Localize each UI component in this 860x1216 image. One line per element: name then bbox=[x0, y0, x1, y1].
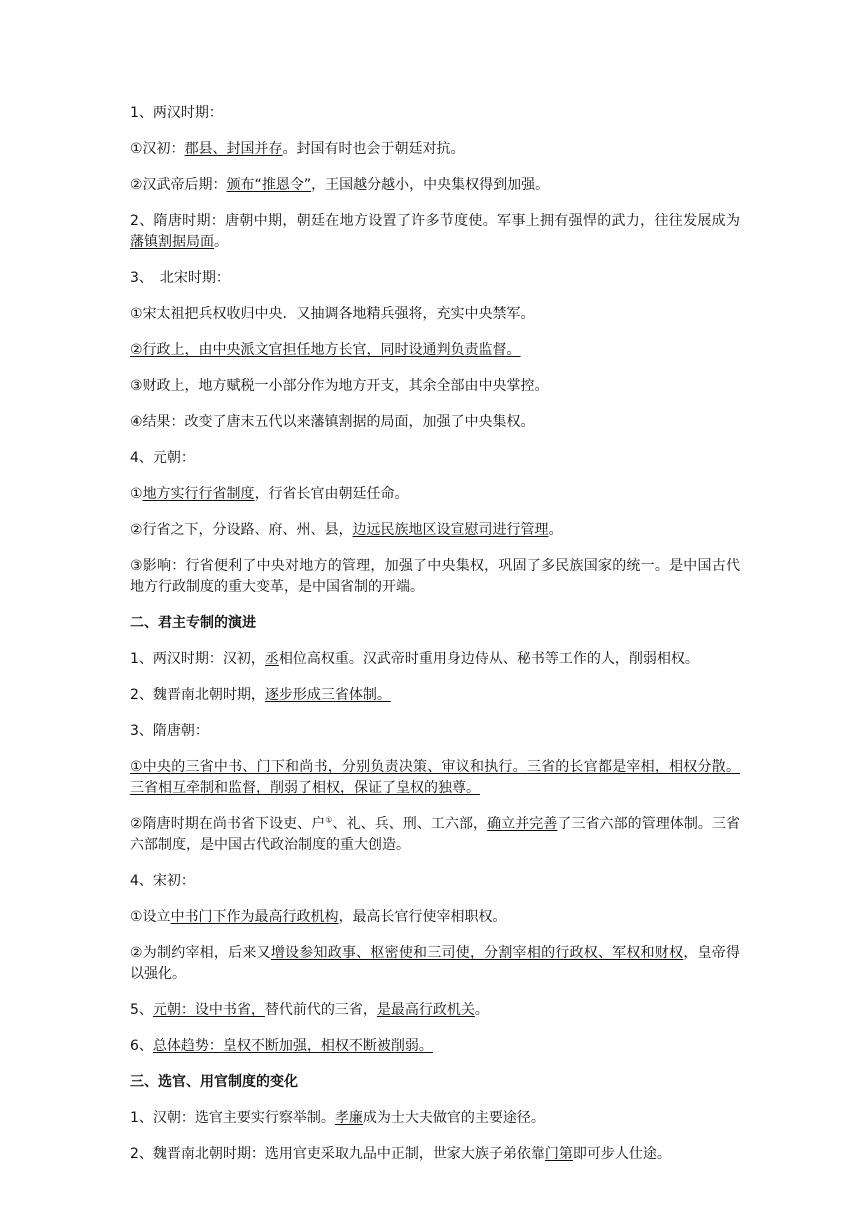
text-run: ②为制约宰相，后来又 bbox=[130, 945, 271, 961]
underlined-text: 边远民族地区设宣慰司进行管理 bbox=[352, 522, 549, 538]
text-run: 1、两汉时期：汉初， bbox=[130, 651, 265, 667]
text-run: ，最高长官行使宰相职权。 bbox=[338, 909, 507, 925]
footnote-marker: ① bbox=[325, 815, 333, 825]
underlined-text: 逐步形成三省体制。 bbox=[264, 687, 391, 703]
text-run: 。 bbox=[474, 1002, 489, 1018]
underlined-text: 元朝：设中书省， bbox=[152, 1002, 265, 1018]
text-run: 即可步人仕途。 bbox=[572, 1146, 671, 1162]
text-run: ③财政上，地方赋税一小部分作为地方开支，其余全部由中央掌控。 bbox=[130, 378, 549, 394]
text-run: ②行省之下，分设路、府、州、县， bbox=[130, 522, 353, 538]
text-paragraph bbox=[130, 268, 740, 289]
text-run: ②汉武帝后期： bbox=[130, 177, 227, 193]
text-paragraph bbox=[130, 1144, 740, 1165]
text-paragraph bbox=[130, 211, 740, 253]
text-run: 2、魏晋南北朝时期， bbox=[130, 687, 265, 703]
text-run: ① bbox=[130, 486, 143, 502]
text-run: 6、 bbox=[130, 1038, 153, 1054]
text-run: ①汉初： bbox=[130, 141, 185, 157]
underlined-text: 藩镇割据局面 bbox=[130, 234, 214, 250]
text-paragraph bbox=[130, 556, 740, 598]
text-paragraph bbox=[130, 1036, 740, 1057]
underlined-text: 总体趋势：皇权不断加强，相权不断被削弱。 bbox=[152, 1038, 433, 1054]
text-paragraph bbox=[130, 814, 740, 856]
text-run: ③影响：行省便利了中央对地方的管理，加强了中央集权，巩固了多民族国家的统一。是中国古代地方行政制度的重大变革，是中国省制的开端。 bbox=[130, 558, 740, 595]
text-paragraph bbox=[130, 520, 740, 541]
text-run: ，王国越分越小，中央集权得到加强。 bbox=[311, 177, 550, 193]
text-paragraph bbox=[130, 376, 740, 397]
text-run: 4、宋初： bbox=[130, 873, 195, 889]
text-paragraph bbox=[130, 340, 740, 361]
text-run: 成为士大夫做官的主要途径。 bbox=[362, 1110, 545, 1126]
underlined-text: ②行政上，由中央派文官担任地方长官，同时设通判负责监督。 bbox=[130, 342, 521, 358]
text-run: 替代前代的三省， bbox=[264, 1002, 377, 1018]
text-run: ，行省长官由朝廷任命。 bbox=[254, 486, 409, 502]
underlined-text: 门第 bbox=[544, 1146, 573, 1162]
text-run: 了三省六部的管理体制。三省六部制度，是中国古代政治制度的重大创造。 bbox=[130, 816, 741, 853]
text-run: 三、选官、用官制度的变化 bbox=[130, 1074, 298, 1090]
text-run: 3、 北宋时期： bbox=[130, 270, 230, 286]
text-paragraph bbox=[130, 304, 740, 325]
text-paragraph bbox=[130, 907, 740, 928]
text-run: 3、隋唐朝： bbox=[130, 723, 209, 739]
text-paragraph bbox=[130, 943, 740, 985]
underlined-text: 中书门下作为最高行政机构 bbox=[170, 909, 339, 925]
text-run: ①设立 bbox=[130, 909, 171, 925]
text-run: 1、汉朝：选官主要实行察举制。 bbox=[130, 1110, 335, 1126]
section-heading bbox=[130, 613, 740, 634]
section-heading bbox=[130, 1072, 740, 1093]
text-run: 2、隋唐时期：唐朝中期，朝廷在地方设置了许多节度使。军事上拥有强悍的武力，往往发展成为 bbox=[130, 213, 740, 229]
text-run: ，皇帝得以强化。 bbox=[130, 945, 741, 982]
underlined-text: 颁布“推恩令” bbox=[226, 177, 312, 193]
underlined-text: 郡县、封国并存 bbox=[184, 141, 283, 157]
underlined-text: ①中央的三省中书、门下和尚书，分别负责决策、审议和执行。三省的长官都是宰相，相权分散。三省相互牵制和监督，削弱了相权，保证了皇权的独尊。 bbox=[130, 759, 740, 796]
text-paragraph bbox=[130, 721, 740, 742]
text-paragraph bbox=[130, 1108, 740, 1129]
underlined-text: 孝廉 bbox=[334, 1110, 363, 1126]
text-run: ①宋太祖把兵权收归中央．又抽调各地精兵强将，充实中央禁军。 bbox=[130, 306, 535, 322]
underlined-text: 增设参知政事、枢密使和三司使，分割宰相的行政权、军权和财权 bbox=[270, 945, 684, 961]
text-run: 2、魏晋南北朝时期：选用官吏采取九品中正制，世家大族子弟依靠 bbox=[130, 1146, 545, 1162]
text-paragraph bbox=[130, 685, 740, 706]
text-paragraph bbox=[130, 412, 740, 433]
underlined-text: 丞 bbox=[264, 651, 279, 667]
text-run: 相位高权重。汉武帝时重用身边侍从、秘书等工作的人，削弱相权。 bbox=[278, 651, 699, 667]
text-paragraph bbox=[130, 175, 740, 196]
text-paragraph bbox=[130, 484, 740, 505]
text-run: 、礼、兵、刑、工六部， bbox=[332, 816, 488, 832]
text-paragraph bbox=[130, 649, 740, 670]
text-paragraph bbox=[130, 103, 740, 124]
text-run: 二、君主专制的演进 bbox=[130, 615, 256, 631]
text-paragraph bbox=[130, 757, 740, 799]
text-run: 。 bbox=[548, 522, 563, 538]
text-run: ②隋唐时期在尚书省下设吏、户 bbox=[130, 816, 326, 832]
text-paragraph bbox=[130, 448, 740, 469]
text-run: ④结果：改变了唐末五代以来藩镇割据的局面，加强了中央集权。 bbox=[130, 414, 535, 430]
text-run: 。封国有时也会于朝廷对抗。 bbox=[282, 141, 465, 157]
text-paragraph bbox=[130, 139, 740, 160]
text-run: 。 bbox=[214, 234, 228, 250]
underlined-text: 地方实行行省制度 bbox=[142, 486, 255, 502]
text-run: 4、元朝： bbox=[130, 450, 195, 466]
text-run: 1、两汉时期： bbox=[130, 105, 223, 121]
underlined-text: 确立并完善 bbox=[487, 816, 558, 832]
underlined-text: 是最高行政机关 bbox=[376, 1002, 475, 1018]
text-paragraph bbox=[130, 1000, 740, 1021]
text-run: 5、 bbox=[130, 1002, 153, 1018]
text-paragraph bbox=[130, 871, 740, 892]
